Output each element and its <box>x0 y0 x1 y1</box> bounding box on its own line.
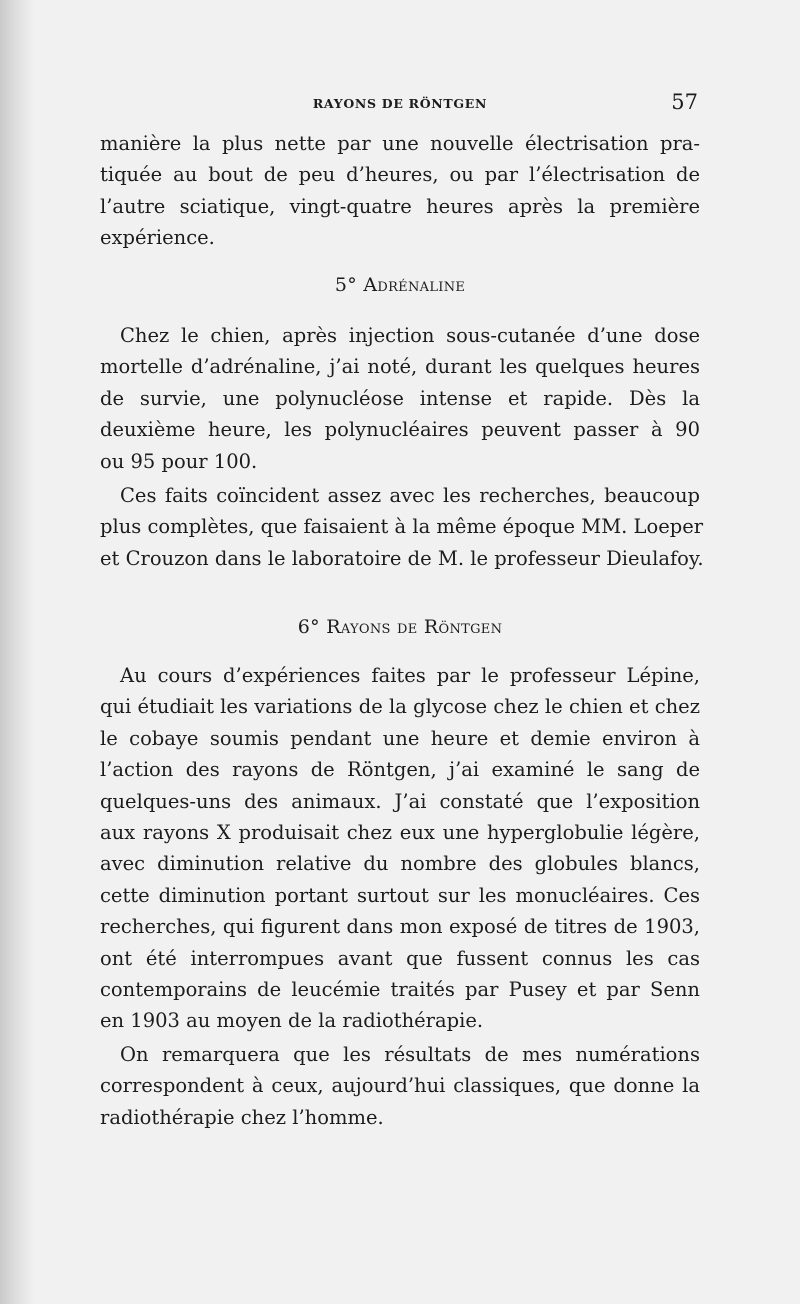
text-line: tiquée au bout de peu d’heures, ou par l’électrisation de <box>100 163 700 187</box>
text-line: cette diminution portant surtout sur les monucléaires. Ces <box>100 883 700 907</box>
text-line: et Crouzon dans le laboratoire de M. le professeur Dieulafoy. <box>100 546 704 570</box>
text-line: en 1903 au moyen de la radiothérapie. <box>100 1009 484 1033</box>
text-line: correspondent à ceux, aujourd’hui classiques, que donne la <box>100 1074 700 1098</box>
text-line: contemporains de leucémie traités par Pusey et par Senn <box>100 978 700 1002</box>
section-heading-text: 6° Rayons de Röntgen <box>297 616 503 638</box>
text-line: mortelle d’adrénaline, j’ai noté, durant les quelques heures <box>100 355 700 379</box>
text-line: Chez le chien, après injection sous-cutanée d’une dose <box>120 324 700 347</box>
text-line: Ces faits coïncident assez avec les recherches, beaucoup <box>120 484 700 507</box>
text-line: l’autre sciatique, vingt-quatre heures après la première <box>100 194 700 218</box>
text-line: qui étudiait les variations de la glycose chez le chien et chez <box>100 695 700 719</box>
text-line: recherches, qui figurent dans mon exposé de titres de 1903, <box>100 915 700 939</box>
text-line: ont été interrompues avant que fussent connus les cas <box>100 946 700 970</box>
section-heading-adrenaline <box>100 273 700 297</box>
section-heading-text: 5° Adrénaline <box>334 274 466 296</box>
running-head <box>100 88 700 124</box>
text-line: avec diminution relative du nombre des globules blancs, <box>100 852 700 876</box>
rontgen-paragraph-2 <box>100 1039 700 1133</box>
section-heading-rontgen <box>100 615 700 639</box>
text-line: deuxième heure, les polynucléaires peuvent passer à 90 <box>100 418 700 442</box>
text-line: radiothérapie chez l’homme. <box>100 1105 384 1129</box>
text-line: le cobaye soumis pendant une heure et demie environ à <box>100 726 700 750</box>
running-title: RAYONS DE RÖNTGEN <box>312 96 488 111</box>
binding-shadow <box>0 0 34 1304</box>
text-line: On remarquera que les résultats de mes numérations <box>120 1043 700 1066</box>
adrenaline-paragraph-1 <box>100 320 700 477</box>
text-line: plus complètes, que faisaient à la même époque MM. Loeper <box>100 515 704 539</box>
text-line: l’action des rayons de Röntgen, j’ai examiné le sang de <box>100 758 700 782</box>
text-line: manière la plus nette par une nouvelle électrisation pra- <box>100 132 700 155</box>
text-line: quelques-uns des animaux. J’ai constaté que l’exposition <box>100 789 700 813</box>
intro-paragraph <box>100 128 700 254</box>
text-line: expérience. <box>100 226 215 250</box>
text-line: de survie, une polynucléose intense et rapide. Dès la <box>100 386 700 410</box>
rontgen-paragraph-1 <box>100 660 700 1037</box>
adrenaline-paragraph-2 <box>100 480 704 574</box>
page-number: 57 <box>671 90 698 114</box>
text-line: ou 95 pour 100. <box>100 449 258 473</box>
text-line: aux rayons X produisait chez eux une hyperglobulie légère, <box>100 821 700 845</box>
text-line: Au cours d’expériences faites par le professeur Lépine, <box>120 664 700 687</box>
